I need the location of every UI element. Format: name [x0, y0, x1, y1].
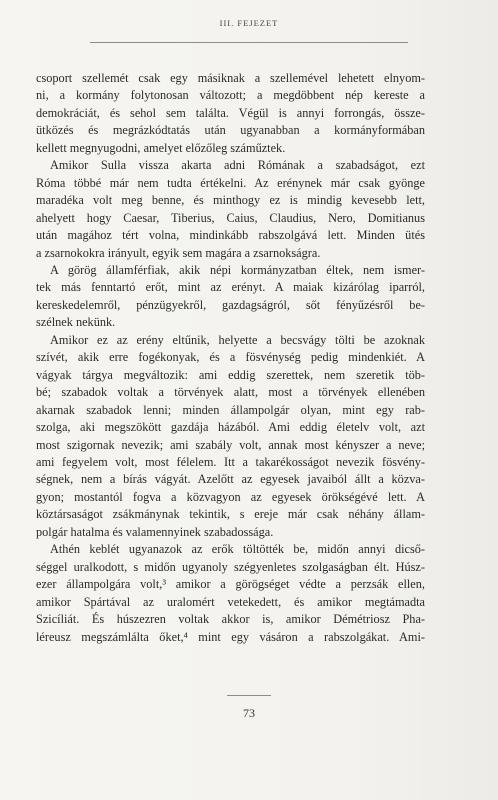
text-line: Amikor ez az erény eltűnik, helyette a becsvágy tölti be azoknak	[50, 332, 425, 347]
text-line: vágyak tárgya megváltozik: ami eddig szerettek, nem szeretik töb-	[36, 367, 425, 382]
running-header: III. FEJEZET	[219, 18, 279, 28]
text-line: kereskedelemről, pénzügyekről, gazdagságról, sőt fényűzésről be-	[36, 297, 425, 312]
text-line: ahelyett hogy Caesar, Tiberius, Caius, Claudius, Nero, Domitianus	[36, 210, 425, 225]
paragraph	[36, 262, 425, 332]
text-line: ezer állampolgára volt,³ amikor a görögséget védte a perzsák ellen,	[36, 577, 425, 592]
text-line: polgár hatalma és valamennyinek szabadossága.	[36, 524, 274, 539]
text-line: demokráciát, és sehol sem találta. Végül is annyi forrongás, össze-	[36, 105, 425, 120]
paragraph	[36, 541, 425, 646]
text-line: szolga, aki megszökött gazdája házából. Ami eddig életelv volt, azt	[36, 420, 425, 435]
text-line: ami fegyelem volt, most félelem. Itt a takarékosságot nevezik fösvény-	[36, 454, 425, 469]
text-line: ségnek, nem a bírás vágyát. Azelőtt az egyesek javaiból állt a közva-	[36, 472, 425, 487]
text-line: Szicíliát. És húszezren voltak akkor is, amikor Démétriosz Pha-	[36, 612, 425, 627]
text-line: ütközés és megrázkódtatás után ugyanabban a kormányformában	[36, 123, 425, 138]
footer-divider	[227, 695, 271, 696]
text-line: után magához tért volna, mindinkább rabszolgává lett. Minden ütés	[36, 228, 425, 243]
text-line: akarnak szabadok lenni; minden állampolgár olyan, mint egy rab-	[36, 402, 425, 417]
text-line: kellett megnyugodni, amelyet előzőleg száműztek.	[36, 140, 286, 155]
text-line: gyon; mostantól fogva a közvagyon az egyesek örökségévé lett. A	[36, 489, 425, 504]
body-text	[36, 70, 425, 646]
text-line: amikor Spártával az uralomért vetekedett, és amikor megtámadta	[36, 594, 425, 609]
text-line: séggel uralkodott, s midőn ugyanoly szégyenletes szolgaságban élt. Húsz-	[36, 559, 425, 574]
text-line: Róma többé már nem tudta értékelni. Az erénynek már csak gyönge	[36, 175, 425, 190]
paragraph	[36, 70, 425, 157]
text-line: bé; szabadok voltak a törvények alatt, most a törvények ellenében	[36, 385, 425, 400]
text-line: most szigornak nevezik; ami szabály volt, annak most kényszer a neve;	[36, 437, 425, 452]
text-line: A görög államférfiak, akik népi kormányzatban éltek, nem ismer-	[50, 262, 425, 277]
text-line: Amikor Sulla vissza akarta adni Rómának a szabadságot, ezt	[50, 158, 425, 173]
text-line: szélnek nekünk.	[36, 315, 116, 330]
text-line: csoport szellemét csak egy másiknak a szellemével lehetett elnyom-	[36, 71, 425, 85]
text-line: maradéka volt meg benne, és minthogy ez is mindig kevesebb lett,	[36, 193, 425, 208]
header-divider	[90, 42, 408, 43]
text-line: köztársaságot zsákmánynak tekintik, s ereje már csak néhány állam-	[36, 507, 425, 522]
text-line: a zsarnokokra irányult, egyik sem magára a zsarnokságra.	[36, 245, 321, 260]
paragraph	[36, 332, 425, 541]
text-line: léreusz megszámlálta őket,⁴ mint egy vásáron a rabszolgákat. Ami-	[36, 629, 425, 644]
text-line: ni, a kormány folytonosan változott; a megdöbbent nép kereste a	[36, 88, 425, 103]
text-line: Athén keblét ugyanazok az erők töltötték be, midőn annyi dicső-	[50, 542, 425, 557]
page-number: 73	[243, 706, 255, 720]
text-line: szívét, akik erre fogékonyak, és a fösvénység pedig mindenkiét. A	[36, 350, 425, 365]
text-line: tek más fenntartó erőt, mint az erényt. A maiak kizárólag iparról,	[36, 280, 425, 295]
paragraph	[36, 157, 425, 262]
